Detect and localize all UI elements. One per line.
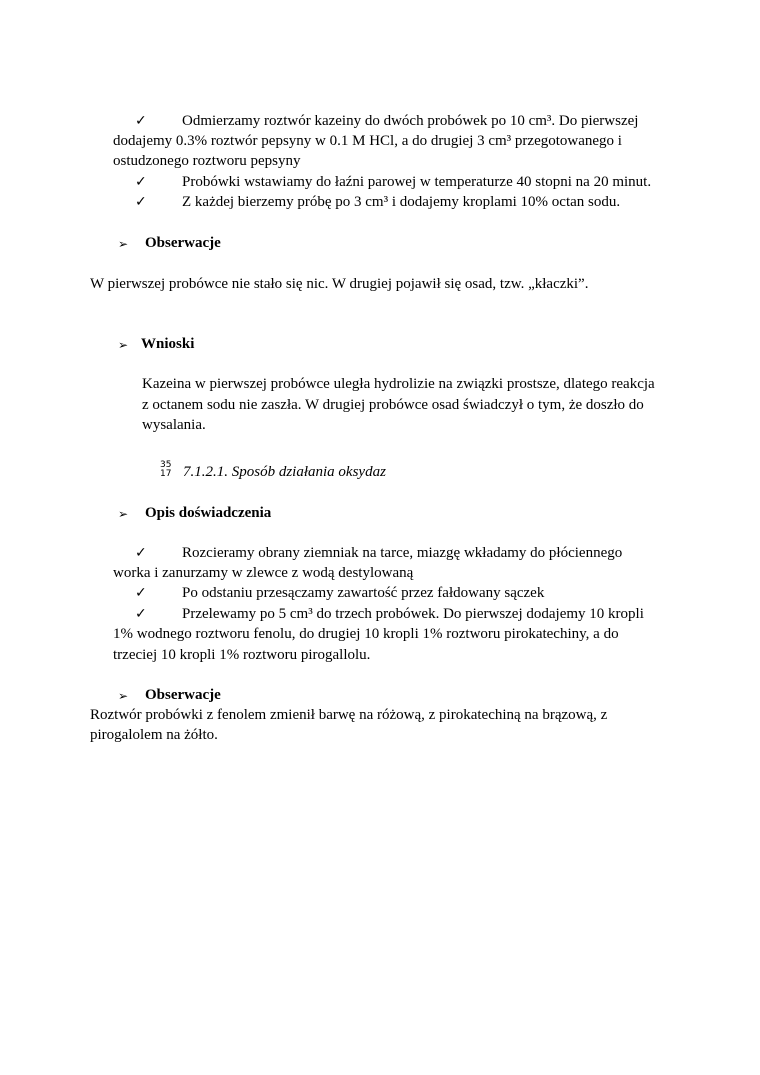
observations-2-heading: Obserwacje (145, 687, 221, 703)
subsection-title: 7.1.2.1. Sposób działania oksydaz (183, 464, 386, 480)
observations-2-line-2: pirogalolem na żółto. (90, 727, 218, 743)
conclusions-line-1: Kazeina w pierwszej probówce uległa hydrolizie na związki prostsze, dlatego reakcja (142, 376, 655, 392)
step-2: Probówki wstawiamy do łaźni parowej w temperaturze 40 stopni na 20 minut. (182, 174, 652, 190)
observations-heading: Obserwacje (145, 235, 221, 251)
step-1-line-3: ostudzonego roztworu pepsyny (113, 153, 301, 169)
arrow-bullet-icon: ➢ (118, 237, 129, 251)
exp-step-2: Po odstaniu przesączamy zawartość przez fałdowany sączek (182, 585, 545, 601)
exp-step-1-line-1: Rozcieramy obrany ziemniak na tarce, miazgę wkładamy do płóciennego (182, 545, 623, 561)
observations-2-line-1: Roztwór probówki z fenolem zmienił barwę na różową, z pirokatechiną na brązową, z (90, 707, 608, 723)
marker-bottom: 17 (160, 469, 172, 479)
conclusions-line-3: wysalania. (142, 417, 206, 433)
check-icon: ✓ (135, 194, 147, 210)
step-3: Z każdej bierzemy próbę po 3 cm³ i dodajemy kroplami 10% octan sodu. (182, 194, 621, 210)
conclusions-heading: Wnioski (141, 336, 195, 352)
observations-text: W pierwszej probówce nie stało się nic. W drugiej pojawił się osad, tzw. „kłaczki”. (90, 276, 589, 292)
arrow-bullet-icon: ➢ (118, 338, 129, 352)
marker-top: 35 (160, 460, 172, 470)
subsection-marker (160, 461, 171, 479)
arrow-bullet-icon: ➢ (118, 689, 129, 703)
check-icon: ✓ (135, 585, 147, 601)
check-icon: ✓ (135, 606, 147, 622)
experiment-heading: Opis doświadczenia (145, 505, 272, 521)
step-1-line-1: Odmierzamy roztwór kazeiny do dwóch probówek po 10 cm³. Do pierwszej (182, 113, 639, 129)
exp-step-3-line-2: 1% wodnego roztworu fenolu, do drugiej 10 kropli 1% roztworu pirokatechiny, a do (113, 626, 619, 642)
check-icon: ✓ (135, 174, 147, 190)
exp-step-3-line-1: Przelewamy po 5 cm³ do trzech probówek. Do pierwszej dodajemy 10 kropli (182, 606, 644, 622)
check-icon: ✓ (135, 545, 147, 561)
exp-step-3-line-3: trzeciej 10 kropli 1% roztworu pirogallolu. (113, 647, 371, 663)
check-icon: ✓ (135, 113, 147, 129)
exp-step-1-line-2: worka i zanurzamy w zlewce z wodą destylowaną (113, 565, 414, 581)
arrow-bullet-icon: ➢ (118, 507, 129, 521)
conclusions-line-2: z octanem sodu nie zaszła. W drugiej probówce osad świadczył o tym, że doszło do (142, 397, 644, 413)
step-1-line-2: dodajemy 0.3% roztwór pepsyny w 0.1 M HCl, a do drugiej 3 cm³ przegotowanego i (113, 133, 622, 149)
